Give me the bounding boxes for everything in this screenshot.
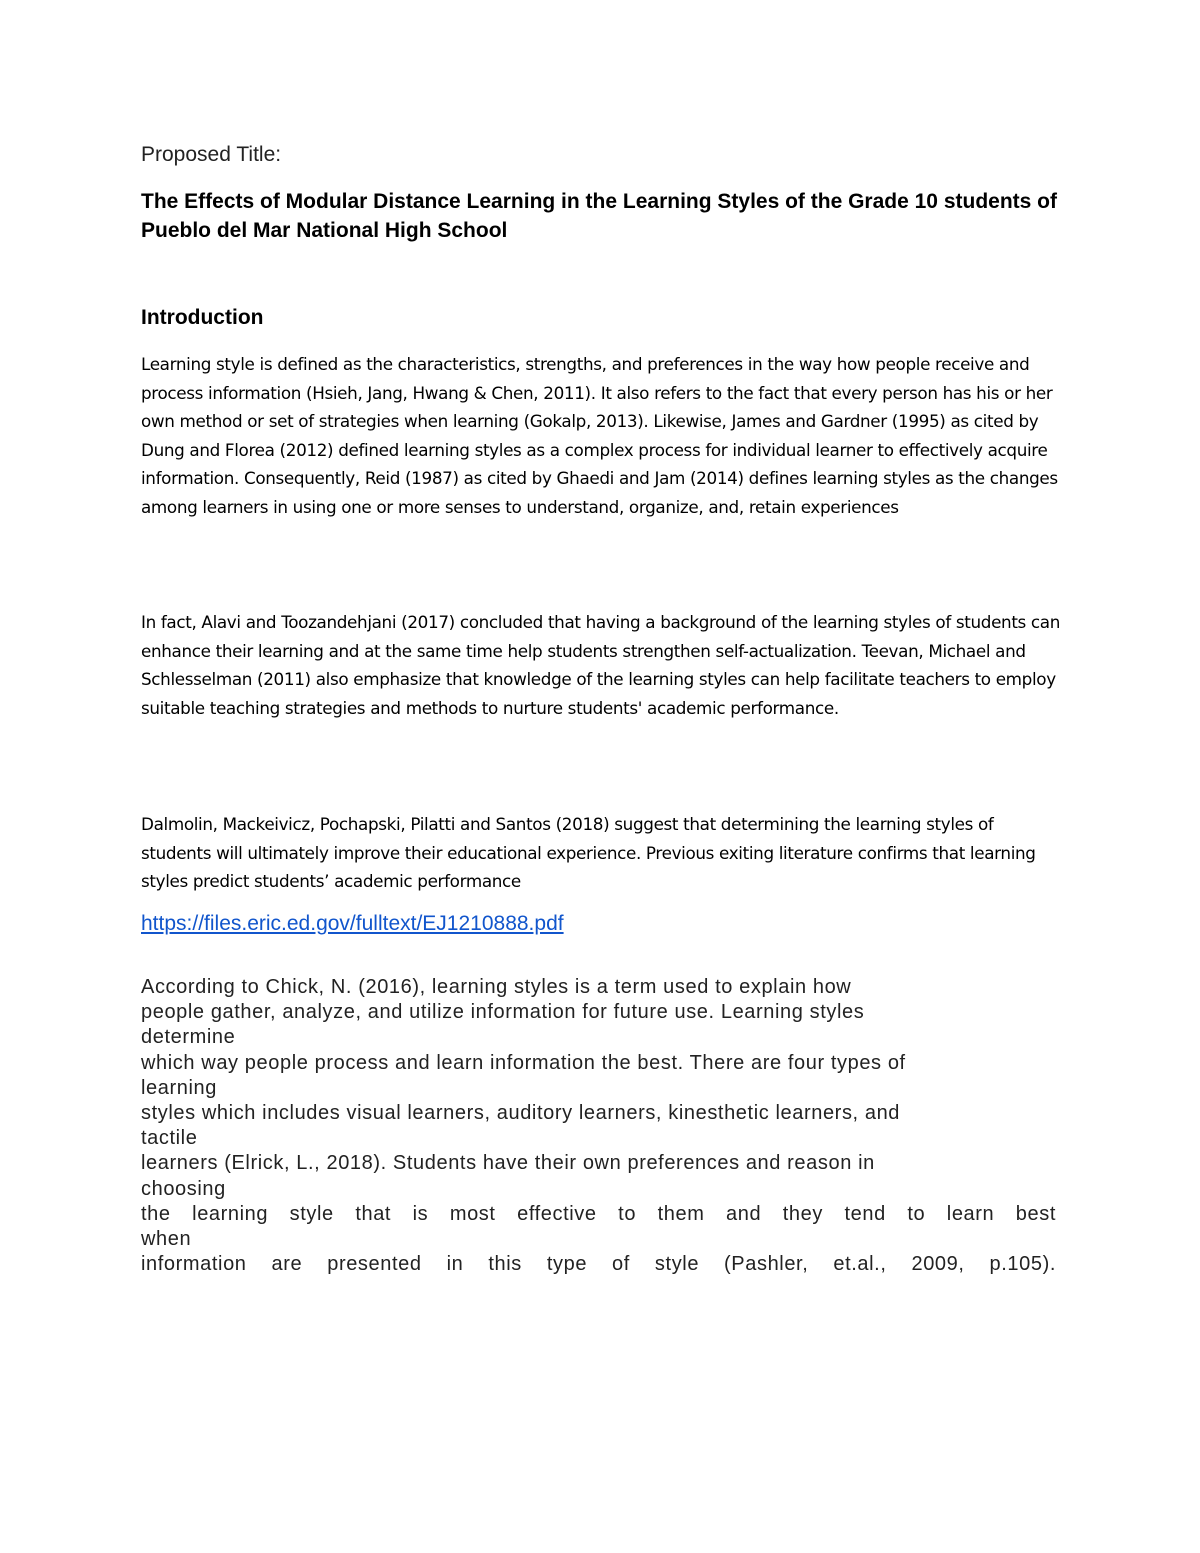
paragraph-line: tactile (141, 1127, 198, 1150)
paragraph-line: choosing (141, 1177, 226, 1200)
paragraph-learning-style-definition: Learning style is defined as the characteristics, strengths, and preferences in the way how people receive and process information (Hsieh, Jang, Hwang & Chen, 2011). It also refers to the fact that every person has his or her own method or set of strategies when learning (Gokalp, 2013). Likewise, James and Gardner (1995) as cited by Dung and Florea (2012) defined learning styles as a complex process for individual learner to effectively acquire information. Consequently, Reid (1987) as cited by Ghaedi and Jam (2014) defines learning styles as the changes among learners in using one or more senses to understand, organize, and, retain experiences (141, 354, 1058, 517)
document-title: The Effects of Modular Distance Learning in the Learning Styles of the Grade 10 students of Pueblo del Mar National High School (141, 190, 1057, 242)
paragraph-line: the learning style that is most effective to them and they tend to learn best (141, 1202, 1056, 1225)
proposed-title-label: Proposed Title: (141, 143, 282, 166)
section-heading-introduction: Introduction (141, 306, 264, 329)
paragraph-background-learning-styles: In fact, Alavi and Toozandehjani (2017) concluded that having a background of the learning styles of students can enhance their learning and at the same time help students strengthen self-actualization. Teevan, Michael and Schlesselman (2011) also emphasize that knowledge of the learning styles can help facilitate teachers to employ suitable teaching strategies and methods to nurture students' academic performance. (141, 612, 1061, 718)
paragraph-learning-style-types (141, 975, 1056, 1277)
paragraph-educational-experience: Dalmolin, Mackeivicz, Pochapski, Pilatti and Santos (2018) suggest that determining the learning styles of students will ultimately improve their educational experience. Previous exiting literature confirms that learning styles predict students’ academic performance (141, 814, 1036, 892)
paragraph-line: learners (Elrick, L., 2018). Students have their own preferences and reason in (141, 1152, 875, 1175)
paragraph-line: learning (141, 1076, 217, 1099)
paragraph-line: people gather, analyze, and utilize information for future use. Learning styles (141, 1001, 865, 1024)
paragraph-line: According to Chick, N. (2016), learning styles is a term used to explain how (141, 976, 852, 998)
reference-link[interactable]: https://files.eric.ed.gov/fulltext/EJ1210888.pdf (141, 912, 564, 935)
paragraph-line: determine (141, 1026, 236, 1049)
paragraph-line: information are presented in this type of style (Pashler, et.al., 2009, p.105). (141, 1253, 1056, 1276)
paragraph-line: when (141, 1228, 192, 1251)
paragraph-line: which way people process and learn information the best. There are four types of (141, 1051, 906, 1074)
paragraph-line: styles which includes visual learners, auditory learners, kinesthetic learners, and (141, 1102, 901, 1125)
